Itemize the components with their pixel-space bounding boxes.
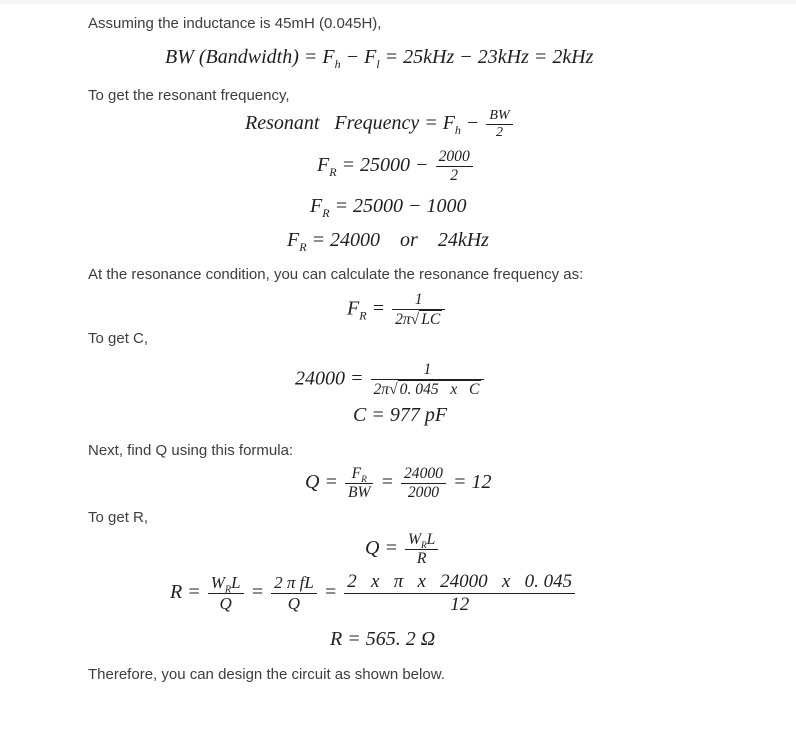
equation-bandwidth <box>165 46 593 69</box>
fraction-denominator: Q <box>287 593 301 613</box>
fraction-1-over-2pi-sqrt-lc <box>392 291 445 329</box>
eq-term: = 25kHz − 23kHz = 2kHz <box>379 46 594 68</box>
equation-q-wrl <box>365 531 440 568</box>
eq-term: − F <box>340 46 377 68</box>
eq-term: F <box>287 229 300 251</box>
radicand: LC <box>421 310 441 328</box>
fraction-numerator: 1 <box>371 361 485 380</box>
equation-solve-c <box>295 361 486 399</box>
fraction-numerator <box>405 531 438 550</box>
eq-term: R = <box>170 580 206 603</box>
fraction-24000-over-2000 <box>401 465 446 502</box>
paragraph-to-get-r: To get R, <box>88 509 149 526</box>
fraction-numerator: 2 x π x 24000 x 0. 045 <box>344 571 575 594</box>
fraction-fr-over-bw <box>345 465 374 502</box>
sqrt-icon: √ <box>389 380 398 398</box>
fraction-numerator <box>345 465 374 484</box>
fraction-numerator: 2000 <box>436 148 473 167</box>
eq-term: F <box>351 465 362 482</box>
subscript: R <box>361 475 367 486</box>
fraction-bw-over-2 <box>486 108 512 141</box>
subscript: R <box>322 206 330 220</box>
fraction-2pifl-over-q <box>271 573 317 613</box>
eq-term: 2π <box>373 380 390 398</box>
eq-term: = 12 <box>447 471 492 494</box>
top-border-strip <box>0 0 796 4</box>
fraction-numerator: 24000 <box>401 465 446 484</box>
eq-term: F <box>310 195 323 217</box>
eq-term: W <box>407 531 421 548</box>
eq-term: L <box>231 573 241 593</box>
eq-term: BW (Bandwidth) = F <box>165 46 335 68</box>
eq-term: F <box>317 154 330 177</box>
fraction-expanded-over-12 <box>344 571 575 616</box>
equation-c-result <box>353 404 447 427</box>
eq-term: = 25000 − 1000 <box>329 195 467 217</box>
equation-r-result <box>330 628 435 651</box>
sqrt-icon: √ <box>410 310 420 328</box>
equation-fr-lc-formula <box>347 291 447 329</box>
fraction-denominator <box>392 310 445 329</box>
subscript: R <box>224 584 232 596</box>
eq-term: C = 977 pF <box>353 404 448 426</box>
fraction-numerator: 1 <box>392 291 445 310</box>
eq-term: = 24000 or 24kHz <box>306 229 489 251</box>
eq-term: L <box>426 531 436 548</box>
paragraph-at-resonance: At the resonance condition, you can calculate the resonance frequency as: <box>88 266 584 283</box>
radicand: 0. 045 x C <box>399 380 480 398</box>
subscript: R <box>359 308 367 323</box>
subscript: R <box>299 240 307 254</box>
fraction-denominator: 2 <box>450 166 459 184</box>
paragraph-therefore: Therefore, you can design the circuit as shown below. <box>88 666 445 683</box>
paragraph-next-q: Next, find Q using this formula: <box>88 442 294 459</box>
fraction-numerator <box>208 573 244 594</box>
fraction-2000-over-2 <box>436 148 473 185</box>
eq-term: 2π <box>395 310 411 328</box>
fraction-wrl-over-r <box>405 531 438 568</box>
paragraph-to-get-resonant: To get the resonant frequency, <box>88 87 290 104</box>
fraction-numerator: 2 π fL <box>271 573 317 594</box>
fraction-denominator: 2 <box>496 125 504 141</box>
eq-term: Q = <box>365 537 403 560</box>
fraction-1-over-2pi-sqrt-0045c <box>371 361 485 399</box>
eq-term: = 25000 − <box>336 154 434 177</box>
fraction-denominator <box>371 380 485 399</box>
equation-fr-step1 <box>317 148 475 185</box>
equation-fr-result <box>287 229 489 252</box>
equation-q <box>305 465 491 502</box>
fraction-denominator: Q <box>219 593 232 613</box>
fraction-denominator: 2000 <box>407 483 440 501</box>
paragraph-to-get-c: To get C, <box>88 330 149 347</box>
eq-term: R = 565. 2 Ω <box>330 628 436 650</box>
fraction-denominator: R <box>416 549 427 567</box>
eq-term: Q = <box>305 471 343 494</box>
eq-term: 24000 = <box>295 367 369 390</box>
fraction-wrl-over-q <box>208 573 244 613</box>
equation-fr-step2 <box>310 195 467 218</box>
equation-resonant-frequency <box>245 108 515 141</box>
eq-term: = <box>375 471 399 494</box>
eq-term: − <box>460 112 485 135</box>
subscript: h <box>454 123 461 138</box>
eq-term: = <box>245 580 270 603</box>
subscript: R <box>329 165 337 180</box>
fraction-denominator: BW <box>347 483 371 501</box>
fraction-numerator: BW <box>486 108 512 125</box>
eq-term: F <box>347 297 360 320</box>
eq-term: = <box>366 297 391 320</box>
eq-term: = <box>318 580 343 603</box>
fraction-denominator: 12 <box>450 593 470 615</box>
subscript: l <box>376 57 380 71</box>
paragraph-assuming-inductance: Assuming the inductance is 45mH (0.045H), <box>88 15 382 32</box>
eq-term: W <box>210 573 225 593</box>
subscript: h <box>334 57 341 71</box>
subscript: R <box>420 541 427 552</box>
equation-r <box>170 571 577 616</box>
eq-term: Resonant Frequency = F <box>245 112 455 135</box>
